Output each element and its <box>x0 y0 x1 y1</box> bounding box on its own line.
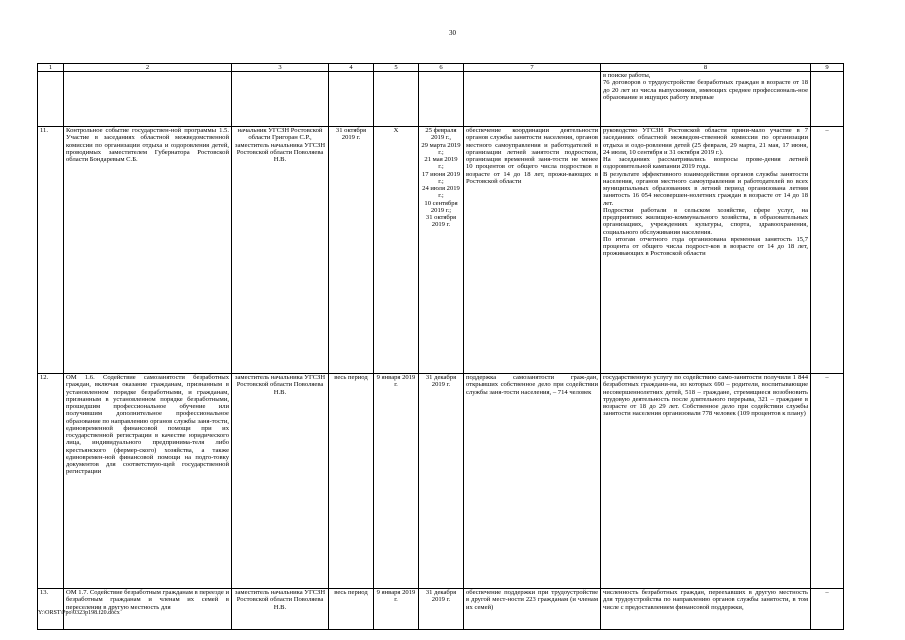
measure-name-cell: ОМ 1.7. Содействие безработным гражданам в переезде и безработным гражданам и членам их семей в переселении в другую местность для <box>64 589 232 630</box>
planned-date-cell: 31 октября 2019 г. <box>329 127 374 374</box>
table-row <box>38 72 844 127</box>
column-number-row <box>38 64 844 72</box>
notes-cell <box>811 72 844 127</box>
planned-date-cell: весь период <box>329 374 374 589</box>
actual-result-cell: в поиске работы, 76 договоров о трудоустройстве безработных граждан в возрасте от 18 до 20 лет из числа выпускников, имеющих среднее профессиональ-ное образование и ищущих работу впервые <box>601 72 811 127</box>
table-row <box>38 374 844 589</box>
column-number: 6 <box>419 64 464 72</box>
expected-result-cell: обеспечение поддержки при трудоустройстве в другой мест-ности 223 гражданам (и членам их семей) <box>464 589 601 630</box>
column-number: 7 <box>464 64 601 72</box>
row-number-cell: 12. <box>38 374 64 589</box>
measure-name-cell <box>64 72 232 127</box>
column-number: 8 <box>601 64 811 72</box>
actual-result-cell: численность безработных граждан, переехавших в другую местность для трудоустройства по направлению органов службы занятости, в том числе с предоставлением финансовой поддержки, <box>601 589 811 630</box>
responsible-cell: заместитель начальника УГСЗН Ростовской области Поволяева Н.В. <box>232 589 329 630</box>
responsible-cell: заместитель начальника УГСЗН Ростовской области Поволяева Н.В. <box>232 374 329 589</box>
notes-cell: – <box>811 374 844 589</box>
start-date-cell: X <box>374 127 419 374</box>
end-date-cell: 31 декабря 2019 г. <box>419 374 464 589</box>
end-date-cell: 31 декабря 2019 г. <box>419 589 464 630</box>
column-number: 3 <box>232 64 329 72</box>
start-date-cell: 9 января 2019 г. <box>374 374 419 589</box>
expected-result-cell: обеспечение координации деятельности органов службы занятости населения, органов местного самоуправления и работодателей в организации летней занятости подростков, организация временной заня-тости не менее 10 процентов от общего числа подростков в возрасте от 14 до 18 лет, прожи-вающих в Ростовской области <box>464 127 601 374</box>
responsible-cell <box>232 72 329 127</box>
expected-result-cell <box>464 72 601 127</box>
row-number-cell <box>38 72 64 127</box>
notes-cell: – <box>811 589 844 630</box>
actual-result-cell: руководство УГСЗН Ростовской области прини-мало участие в 7 заседаниях областной межведом-ственной комиссии по организации отдыха и оздо-ровления детей (25 февраля, 29 марта, 21 мая, 17 июня, 24 июля, 10 сентября и 31 октября 2019 г.). На заседаниях рассматривались вопросы прове-дения летней оздоровительной кампании 2019 года. В результате эффективного взаимодействия органов службы занятости населения, органов местного самоуправления и работодателей во всех муниципальных образованиях в летний период организована летняя занятость 16 054 несовершен-нолетних граждан в возрасте от 14 до 18 лет. Подростки работали в сельском хозяйстве, сфере услуг, на предприятиях жилищно-коммунального хозяйства, в образовательных организациях, учреждениях культуры, спорта, здравоохранения, социального обслуживания населения. По итогам отчетного года организована временная занятость 15,7 процента от общего числа подрост-ков в возрасте от 14 до 18 лет, проживающих в Ростовской области <box>601 127 811 374</box>
row-number-cell: 11. <box>38 127 64 374</box>
page-number: 30 <box>449 29 456 37</box>
column-number: 9 <box>811 64 844 72</box>
start-date-cell <box>374 72 419 127</box>
table-row <box>38 589 844 630</box>
end-date-cell: 25 февраля 2019 г., 29 марта 2019 г.; 21 мая 2019 г.; 17 июня 2019 г.; 24 июля 2019 г.; 10 сентября 2019 г.; 31 октября 2019 г. <box>419 127 464 374</box>
column-number: 4 <box>329 64 374 72</box>
expected-result-cell: поддержка самозанятости граж-дан, открывших собственное дело при содействии службы заня-тости населения, – 714 человек <box>464 374 601 589</box>
row-number-cell: 13. <box>38 589 64 630</box>
planned-date-cell <box>329 72 374 127</box>
table-row <box>38 127 844 374</box>
actual-result-cell: государственную услугу по содействию само-занятости получили 1 844 безработных граждани-на, из которых 690 – родители, воспитывающие несовершеннолетних детей, 518 – граждане, стремящиеся возобновить трудовую деятельность после длительного перерыва, 321 – граждане в возрасте от 18 до 29 лет. Собственное дело при содействии службы занятости населения организовали 778 человек (109 процентов к плану) <box>601 374 811 589</box>
measure-name-cell: Контрольное событие государствен-ной программы 1.5. Участие в заседаниях областной межведомственной комиссии по организации отдыха и оздоровления детей, проводимых заместителем Губернатора Ростовской области Бондаревым С.Б. <box>64 127 232 374</box>
file-path-footer: Y:\ORST\Ppo\0323p198.f20.docx <box>38 610 120 616</box>
measure-name-cell: ОМ 1.6. Содействие самозанятости безработных граждан, включая оказание гражданам, признанным в установленном порядке безработными, и гражданам, признанным в установленном порядке безработными, прошедшим профессиональное обучение или получившим дополнительное профессиональное образование по направлению органов службы заня-тости, единовременной финансовой помощи при их государственной регистрации в качестве юридического лица, индивидуального предпринима-теля либо крестьянского (фермер-ского) хозяйства, а также единовремен-ной финансовой помощи на подго-товку документов для соответствую-щей государственной регистрации <box>64 374 232 589</box>
notes-cell: – <box>811 127 844 374</box>
start-date-cell: 9 января 2019 г. <box>374 589 419 630</box>
column-number: 2 <box>64 64 232 72</box>
column-number: 1 <box>38 64 64 72</box>
column-number: 5 <box>374 64 419 72</box>
planned-date-cell: весь период <box>329 589 374 630</box>
report-table <box>37 63 844 630</box>
end-date-cell <box>419 72 464 127</box>
responsible-cell: начальник УГСЗН Ростовской области Григоран С.Р., заместитель начальника УГСЗН Ростовской области Поволяева Н.В. <box>232 127 329 374</box>
